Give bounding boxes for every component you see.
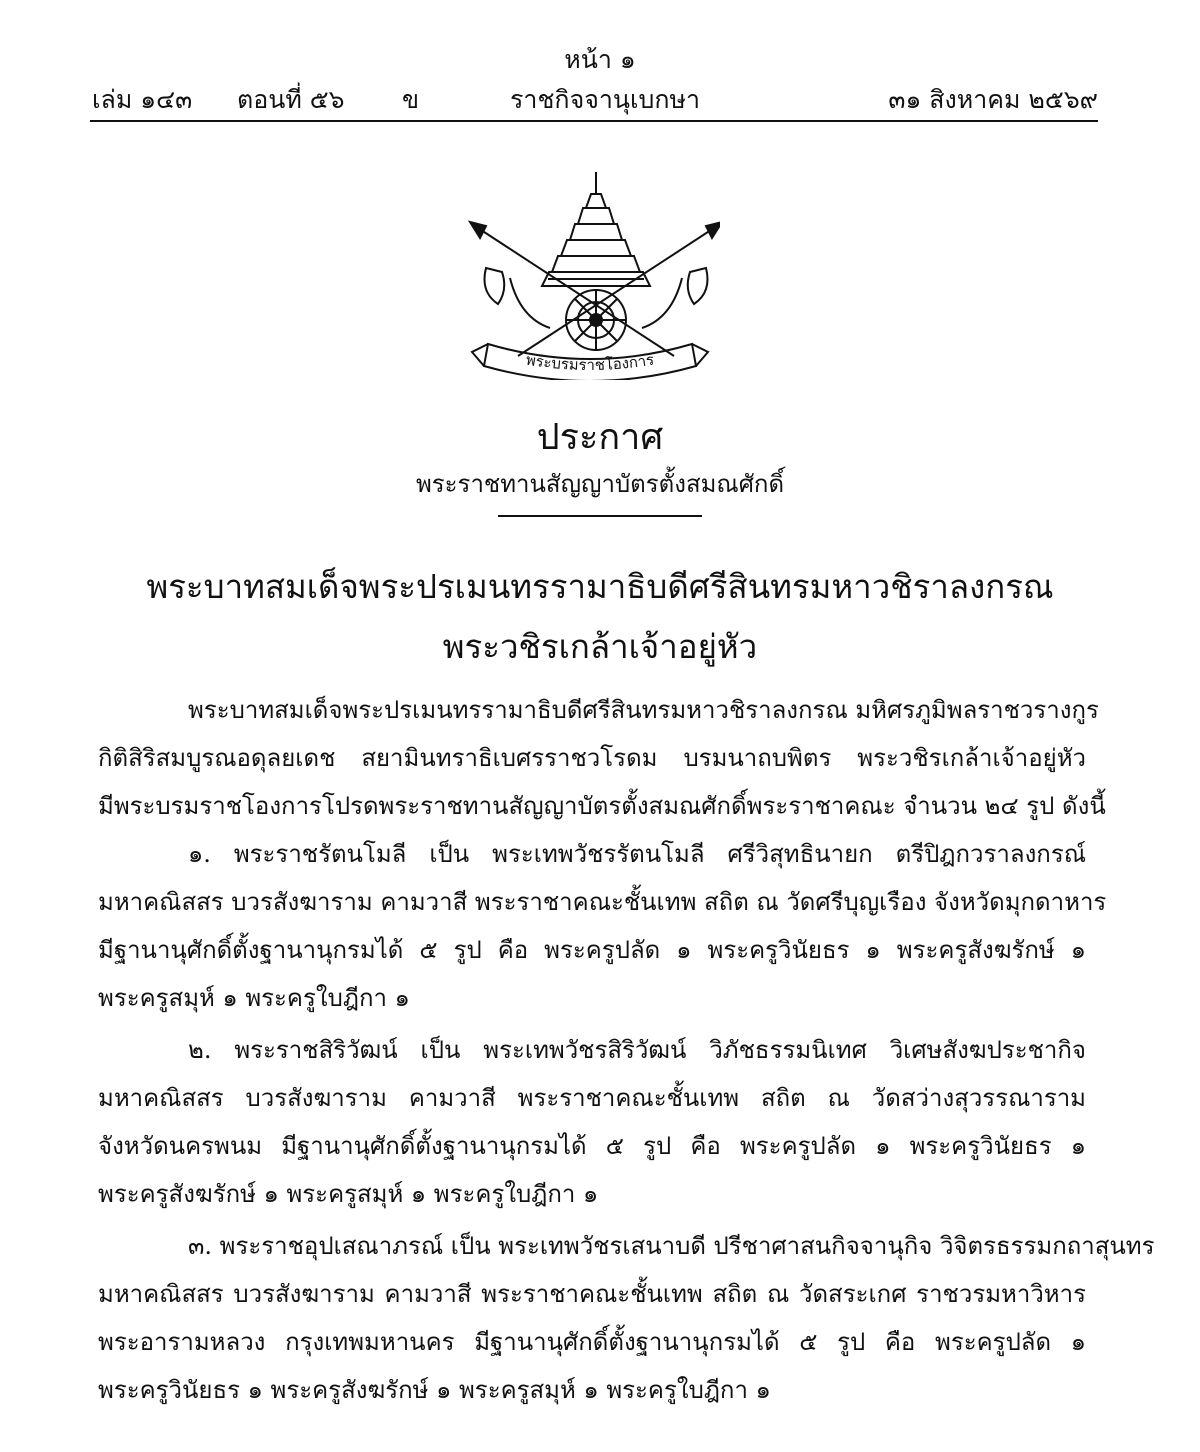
body-line: พระครูสังฆรักษ์ ๑ พระครูสมุห์ ๑ พระครูใบฎีกา ๑ <box>98 1180 599 1208</box>
svg-text:พระบรมราชโองการ <box>525 351 656 374</box>
body-line: พระบาทสมเด็จพระปรเมนทรรามาธิบดีศรีสินทรมหาวชิราลงกรณ มหิศรภูมิพลราชวรางกูร <box>188 696 1099 724</box>
emblem-ribbon-text: พระบรมราชโองการ <box>524 350 656 375</box>
title-divider <box>498 515 702 517</box>
body-line: มหาคณิสสร บวรสังฆาราม คามวาสี พระราชาคณะชั้นเทพ สถิต ณ วัดสว่างสุวรรณาราม <box>98 1084 1086 1112</box>
body-line: ๒. พระราชสิริวัฒน์ เป็น พระเทพวัชรสิริวัฒน์ วิภัชธรรมนิเทศ วิเศษสังฆประชากิจ <box>188 1036 1086 1064</box>
body-line: กิติสิริสมบูรณอดุลยเดช สยามินทราธิเบศรราชวโรดม บรมนาถบพิตร พระวชิรเกล้าเจ้าอยู่หัว <box>98 744 1086 772</box>
gazette-name: ราชกิจจานุเบกษา <box>510 85 701 114</box>
body-line: มีพระบรมราชโองการโปรดพระราชทานสัญญาบัตรตั้งสมณศักดิ์พระราชาคณะ จำนวน ๒๔ รูป ดังนี้ <box>98 792 1106 820</box>
body-line: ๓. พระราชอุปเสณาภรณ์ เป็น พระเทพวัชรเสนาบดี ปรีชาศาสนกิจจานุกิจ วิจิตรธรรมกถาสุนทร <box>188 1232 1155 1260</box>
volume-label: เล่ม ๑๔๓ <box>92 85 193 114</box>
body-line: พระอารามหลวง กรุงเทพมหานคร มีฐานานุศักดิ์ตั้งฐานานุกรมได้ ๕ รูป คือ พระครูปลัด ๑ <box>98 1328 1086 1356</box>
issue-date: ๓๑ สิงหาคม ๒๕๖๙ <box>888 85 1098 114</box>
gazette-header <box>92 80 1098 120</box>
announcement-subtitle: พระราชทานสัญญาบัตรตั้งสมณศักดิ์ <box>415 470 785 498</box>
body-line: พระครูวินัยธร ๑ พระครูสังฆรักษ์ ๑ พระครูสมุห์ ๑ พระครูใบฎีกา ๑ <box>98 1376 771 1404</box>
body-line: พระครูสมุห์ ๑ พระครูใบฎีกา ๑ <box>98 984 410 1012</box>
section-label: ตอนที่ ๕๖ <box>237 85 345 114</box>
royal-emblem-icon <box>460 168 720 380</box>
announcement-title: ประกาศ <box>536 417 664 458</box>
body-line: มหาคณิสสร บวรสังฆาราม คามวาสี พระราชาคณะชั้นเทพ สถิต ณ วัดสระเกศ ราชวรมหาวิหาร <box>98 1280 1086 1308</box>
body-line: มีฐานานุศักดิ์ตั้งฐานานุกรมได้ ๕ รูป คือ พระครูปลัด ๑ พระครูวินัยธร ๑ พระครูสังฆรักษ์ ๑ <box>98 936 1086 964</box>
body-line: จังหวัดนครพนม มีฐานานุศักดิ์ตั้งฐานานุกรมได้ ๕ รูป คือ พระครูปลัด ๑ พระครูวินัยธร ๑ <box>98 1132 1086 1160</box>
body-line: มหาคณิสสร บวรสังฆาราม คามวาสี พระราชาคณะชั้นเทพ สถิต ณ วัดศรีบุญเรือง จังหวัดมุกดาหาร <box>98 888 1107 916</box>
king-name-line-1: พระบาทสมเด็จพระปรเมนทรรามาธิบดีศรีสินทรมหาวชิราลงกรณ <box>146 567 1054 606</box>
page-number: หน้า ๑ <box>564 45 636 74</box>
part-label: ข <box>402 85 420 114</box>
header-divider <box>90 120 1098 122</box>
king-name-line-2: พระวชิรเกล้าเจ้าอยู่หัว <box>442 627 758 666</box>
body-line: ๑. พระราชรัตนโมลี เป็น พระเทพวัชรรัตนโมลี ศรีวิสุทธินายก ตรีปิฎกวราลงกรณ์ <box>188 840 1086 868</box>
